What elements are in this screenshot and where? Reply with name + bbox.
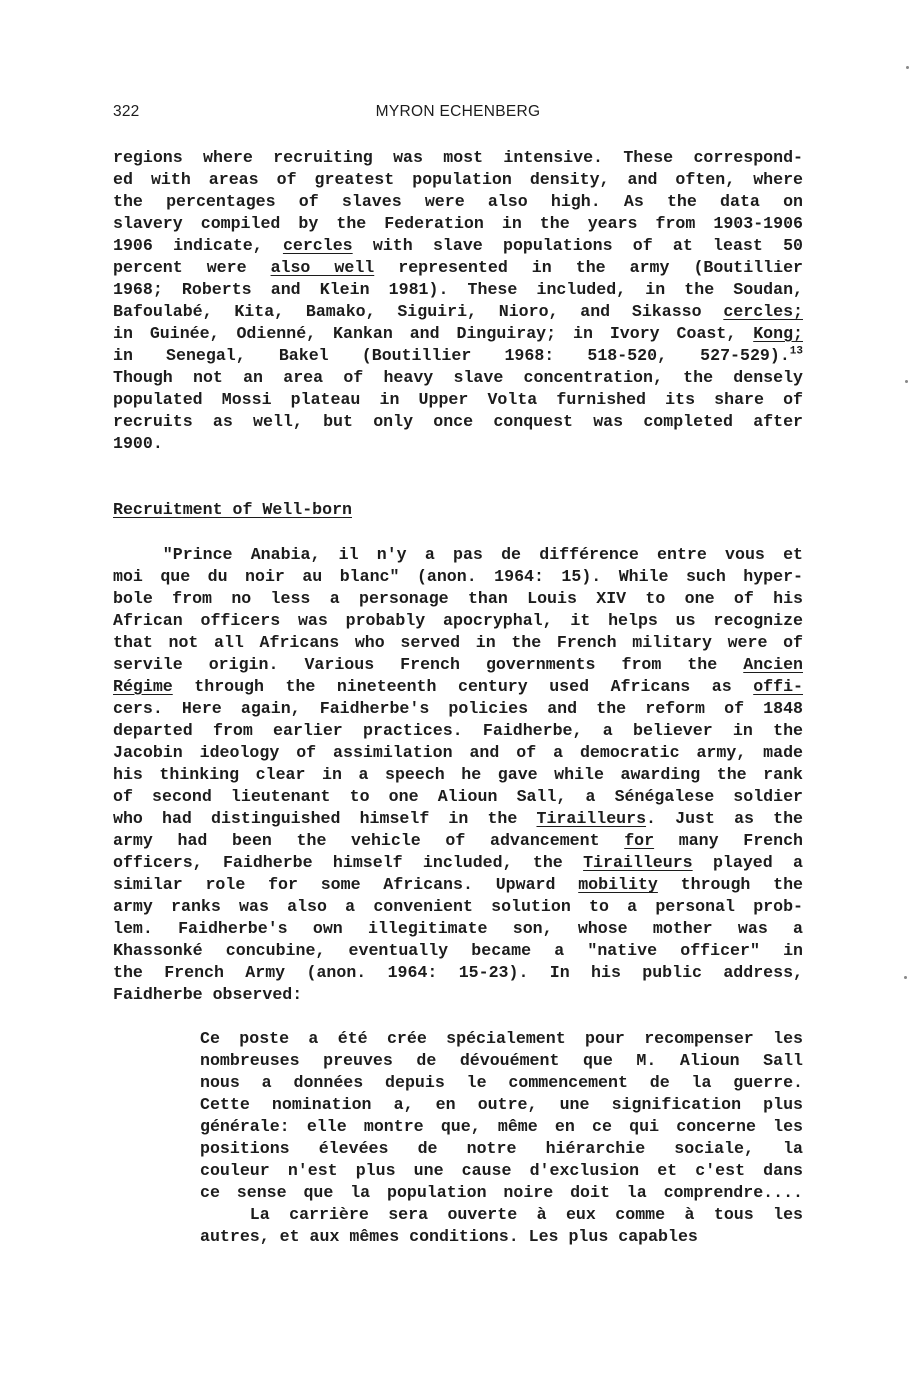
paragraph2-line: bole from no less a personage than Louis XIV to one of his bbox=[113, 589, 803, 608]
paragraph1-line: the percentages of slaves were also high. As the data on bbox=[113, 192, 803, 211]
paragraph2-line: army ranks was also a convenient solution to a personal prob- bbox=[113, 897, 803, 916]
block_quote-line: Cette nomination a, en outre, une signification plus bbox=[200, 1095, 803, 1114]
paragraph2-line: cers. Here again, Faidherbe's policies and the reform of 1848 bbox=[113, 699, 803, 718]
paragraph2-line: Khassonké concubine, eventually became a "native officer" in bbox=[113, 941, 803, 960]
paragraph2-line: African officers was probably apocryphal, it helps us recognize bbox=[113, 611, 803, 630]
section-heading bbox=[113, 499, 803, 521]
paragraph-1 bbox=[113, 147, 803, 455]
block_quote-line: La carrière sera ouverte à eux comme à tous les bbox=[249, 1205, 803, 1224]
paragraph2-line: who had distinguished himself in the Tirailleurs. Just as the bbox=[113, 809, 803, 828]
scan-speck bbox=[905, 380, 908, 383]
paragraph2-line: of second lieutenant to one Alioun Sall, a Sénégalese soldier bbox=[113, 787, 803, 806]
block_quote-line: nous a données depuis le commencement de la guerre. bbox=[200, 1073, 803, 1092]
paragraph2-line: Jacobin ideology of assimilation and of a democratic army, made bbox=[113, 743, 803, 762]
page-number: 322 bbox=[113, 103, 140, 120]
paragraph1-line: 1900. bbox=[113, 434, 163, 453]
paragraph1-line: Though not an area of heavy slave concentration, the densely bbox=[113, 368, 803, 387]
paragraph2-line: departed from earlier practices. Faidherbe, a believer in the bbox=[113, 721, 803, 740]
block_quote-line: nombreuses preuves de dévouément que M. Alioun Sall bbox=[200, 1051, 803, 1070]
paragraph2-line: that not all Africans who served in the French military were of bbox=[113, 633, 803, 652]
paragraph2-line: the French Army (anon. 1964: 15-23). In his public address, bbox=[113, 963, 803, 982]
paragraph2-line: Faidherbe observed: bbox=[113, 985, 303, 1004]
paragraph1-line: in Senegal, Bakel (Boutillier 1968: 518-520, 527-529).$^{13}$ bbox=[113, 345, 803, 365]
paragraph2-line: similar role for some Africans. Upward mobility through the bbox=[113, 875, 803, 894]
scan-speck bbox=[904, 976, 907, 979]
section-heading-text: Recruitment of Well-born bbox=[113, 500, 352, 519]
paragraph2-line: Régime through the nineteenth century used Africans as offi- bbox=[113, 677, 803, 696]
paragraph2-line: his thinking clear in a speech he gave while awarding the rank bbox=[113, 765, 803, 784]
paragraph2-line: lem. Faidherbe's own illegitimate son, whose mother was a bbox=[113, 919, 803, 938]
block_quote-line: générale: elle montre que, même en ce qui concerne les bbox=[200, 1117, 803, 1136]
block_quote-line: autres, et aux mêmes conditions. Les plus capables bbox=[200, 1227, 698, 1246]
paragraph2-line: servile origin. Various French governments from the Ancien bbox=[113, 655, 803, 674]
block_quote-line: positions élevées de notre hiérarchie sociale, la bbox=[200, 1139, 803, 1158]
paragraph2-line: army had been the vehicle of advancement for many French bbox=[113, 831, 803, 850]
paragraph2-line: "Prince Anabia, il n'y a pas de différence entre vous et bbox=[162, 545, 803, 564]
block_quote-line: ce sense que la population noire doit la comprendre.... bbox=[200, 1183, 803, 1202]
paragraph1-line: 1906 indicate, cercles with slave populations of at least 50 bbox=[113, 236, 803, 255]
block_quote-line: Ce poste a été crée spécialement pour recompenser les bbox=[200, 1029, 803, 1048]
paragraph1-line: 1968; Roberts and Klein 1981). These included, in the Soudan, bbox=[113, 280, 803, 299]
paragraph-2 bbox=[113, 544, 803, 1006]
block_quote-line: couleur n'est plus une cause d'exclusion et c'est dans bbox=[200, 1161, 803, 1180]
paragraph1-line: populated Mossi plateau in Upper Volta furnished its share of bbox=[113, 390, 803, 409]
paragraph1-line: slavery compiled by the Federation in the years from 1903-1906 bbox=[113, 214, 803, 233]
paragraph1-line: Bafoulabé, Kita, Bamako, Siguiri, Nioro, and Sikasso cercles; bbox=[113, 302, 803, 321]
paragraph1-line: regions where recruiting was most intensive. These correspond- bbox=[113, 148, 803, 167]
scan-speck bbox=[906, 66, 909, 69]
page-header bbox=[113, 103, 803, 127]
paragraph1-line: percent were also well represented in the army (Boutillier bbox=[113, 258, 803, 277]
paragraph1-line: in Guinée, Odienné, Kankan and Dinguiray; in Ivory Coast, Kong; bbox=[113, 324, 803, 343]
paragraph2-line: officers, Faidherbe himself included, the Tirailleurs played a bbox=[113, 853, 803, 872]
running-title: MYRON ECHENBERG bbox=[375, 103, 541, 120]
paragraph1-line: ed with areas of greatest population density, and often, where bbox=[113, 170, 803, 189]
paragraph1-line: recruits as well, but only once conquest was completed after bbox=[113, 412, 803, 431]
block-quote bbox=[200, 1028, 803, 1248]
paragraph2-line: moi que du noir au blanc" (anon. 1964: 15). While such hyper- bbox=[113, 567, 803, 586]
